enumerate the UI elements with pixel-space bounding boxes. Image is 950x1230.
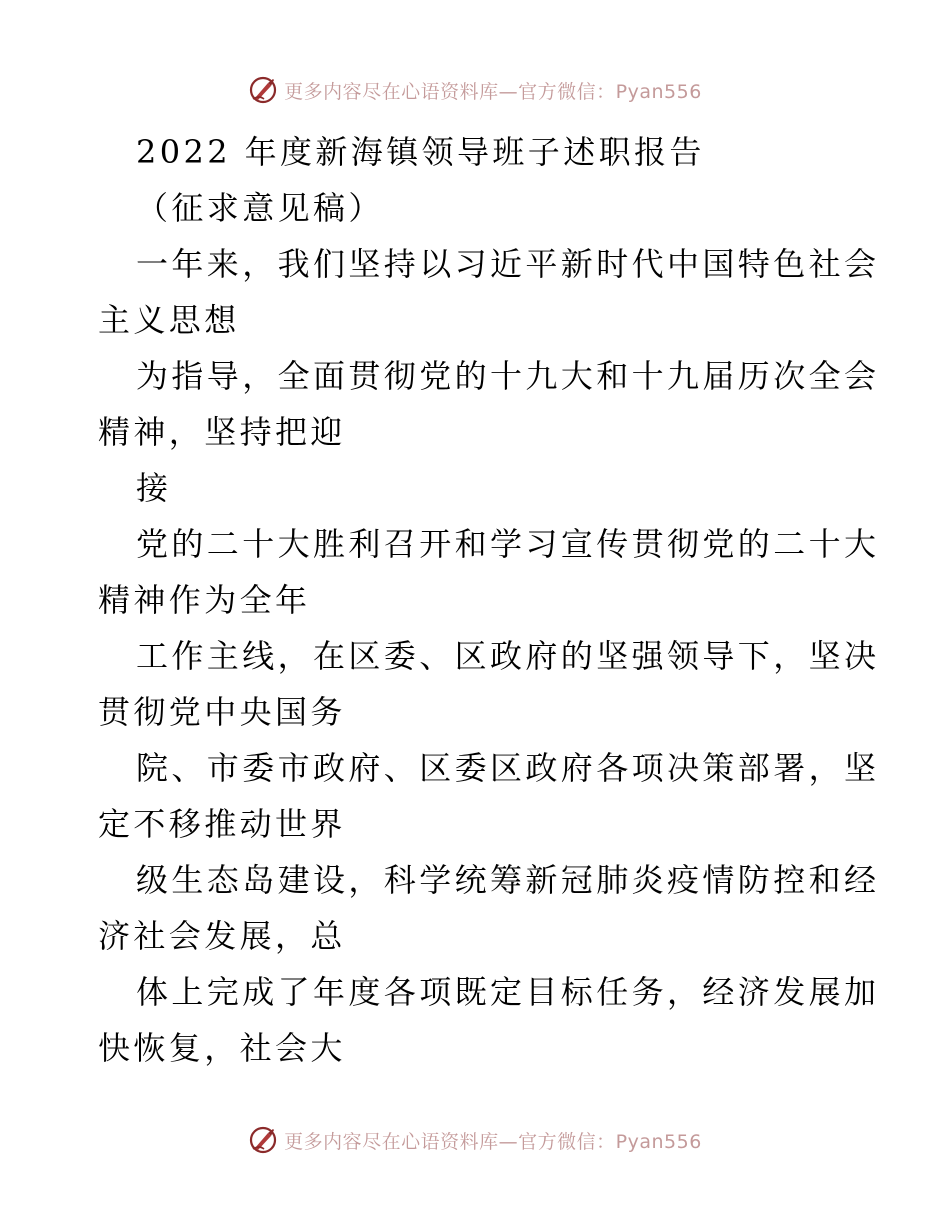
text-line: 济社会发展，总: [98, 917, 346, 955]
text-line: 精神作为全年: [98, 581, 311, 619]
text-line: 贯彻党中央国务: [98, 693, 346, 731]
quill-logo-icon: [248, 1125, 278, 1155]
footer-watermark: [0, 1120, 950, 1160]
text-line: 一年来，我们坚持以习近平新时代中国特色社会: [136, 245, 880, 283]
text-line: 为指导，全面贯彻党的十九大和十九届历次全会: [136, 357, 880, 395]
document-title: 2022 年度新海镇领导班子述职报告: [136, 133, 705, 171]
text-line: 定不移推动世界: [98, 805, 346, 843]
document-subtitle: （征求意见稿）: [136, 189, 384, 227]
text-line: 级生态岛建设，科学统筹新冠肺炎疫情防控和经: [136, 861, 880, 899]
text-line: 院、市委市政府、区委区政府各项决策部署，坚: [136, 749, 880, 787]
text-line: 工作主线，在区委、区政府的坚强领导下，坚决: [136, 637, 880, 675]
watermark-text: 更多内容尽在心语资料库—官方微信：Pyan556: [284, 80, 702, 103]
text-line: 接: [136, 469, 172, 507]
watermark-group: [248, 1125, 702, 1155]
text-line: 党的二十大胜利召开和学习宣传贯彻党的二十大: [136, 525, 880, 563]
quill-logo-icon: [248, 75, 278, 105]
text-line: 快恢复，社会大: [98, 1029, 346, 1067]
text-line: 主义思想: [98, 301, 240, 339]
watermark-group: [248, 75, 702, 105]
watermark-text: 更多内容尽在心语资料库—官方微信：Pyan556: [284, 1130, 702, 1153]
header-watermark: [0, 70, 950, 110]
text-line: 体上完成了年度各项既定目标任务，经济发展加: [136, 973, 880, 1011]
document-body: [98, 124, 880, 1076]
text-line: 精神，坚持把迎: [98, 413, 346, 451]
